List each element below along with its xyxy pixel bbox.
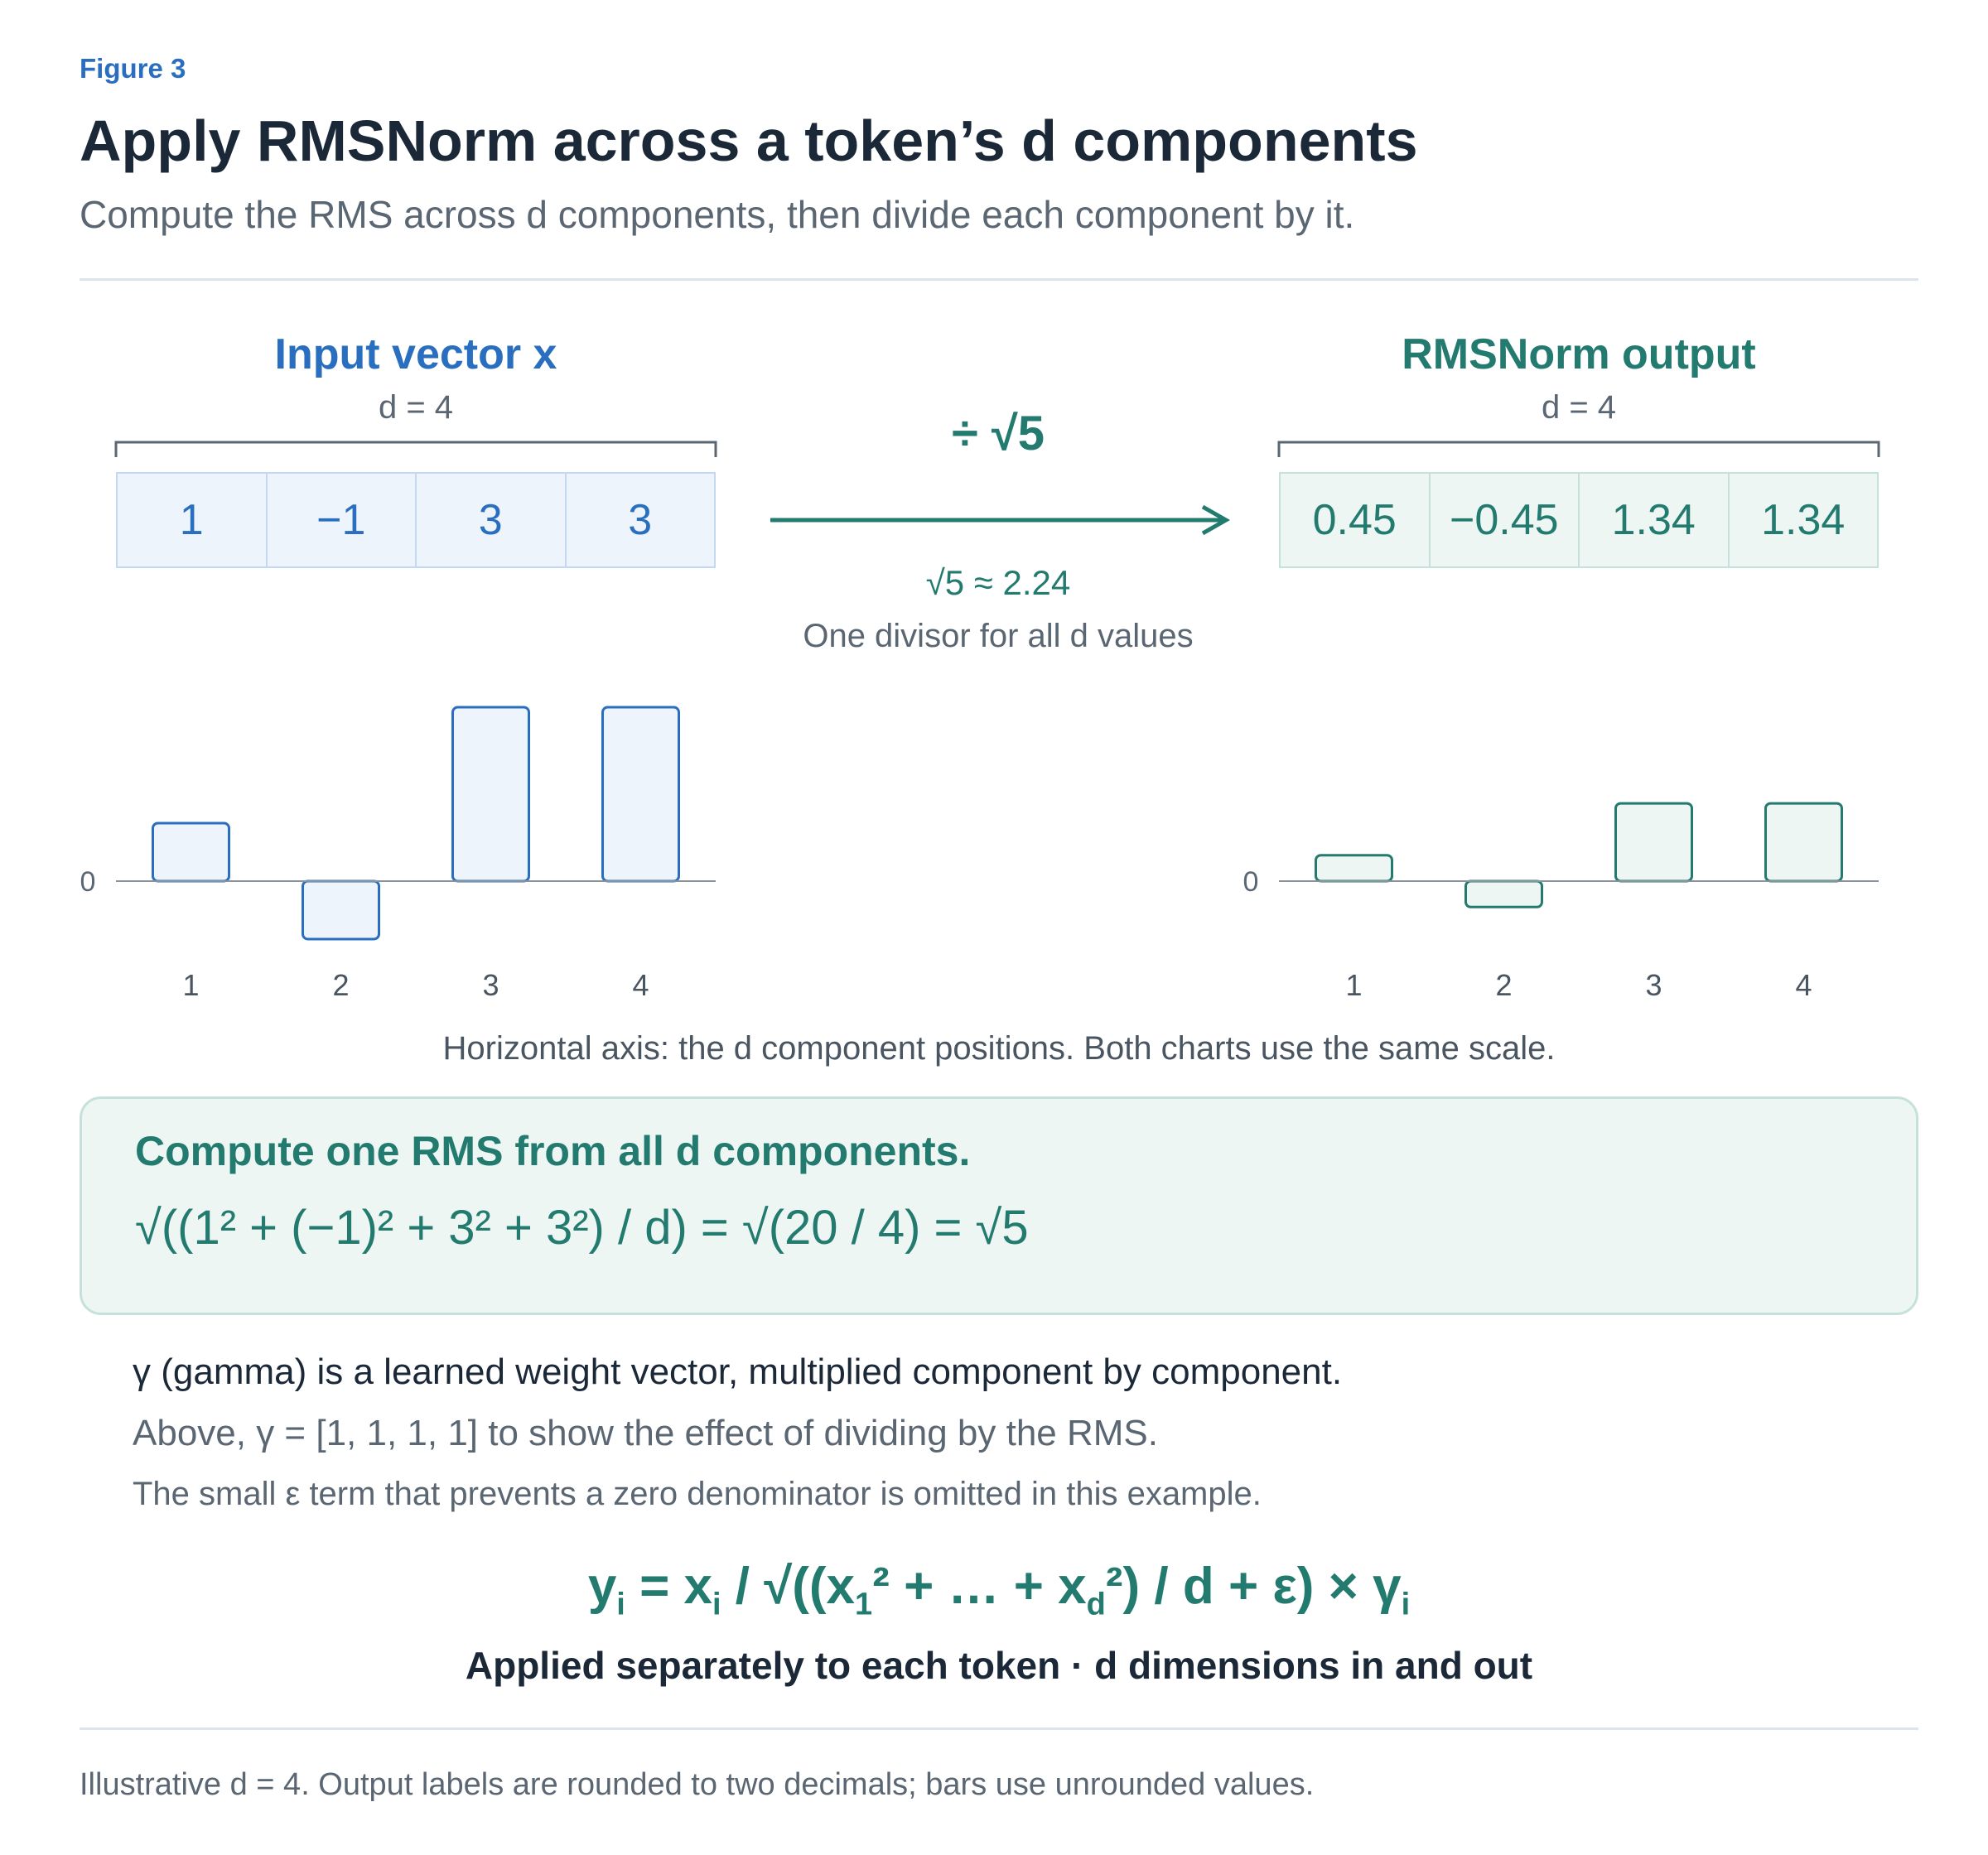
input-bracket [116,442,716,457]
output-bar [1466,881,1542,907]
output-cell: 0.45 [1281,474,1431,566]
applied-note: Applied separately to each token · d dimensions in and out [465,1644,1533,1687]
output-cell: 1.34 [1761,496,1846,544]
output-bar [1316,855,1392,881]
epsilon-note: The small ε term that prevents a zero denominator is omitted in this example. [133,1476,1262,1512]
input-cell: 1 [118,474,268,566]
formula-part: y [587,1558,617,1615]
formula-part: + … + x [889,1558,1087,1615]
formula-sub: 1 [855,1587,873,1622]
input-zero-label: 0 [80,866,96,898]
rms-heading: Compute one RMS from all d components. [135,1128,971,1174]
input-tick-label: 1 [182,968,200,1002]
page-title: Apply RMSNorm across a token’s d components [80,108,1418,173]
output-dim-label: d = 4 [1541,389,1617,426]
input-bar [603,707,679,881]
output-vector [1279,472,1879,568]
divisor-approx: √5 ≈ 2.24 [925,563,1071,602]
rmsnorm-formula [80,1557,1918,1622]
formula-part: = x [625,1558,712,1615]
input-cell: 3 [417,474,567,566]
rms-computation-box [80,1096,1918,1315]
divisor-label: ÷ √5 [951,407,1045,460]
page-subtitle: Compute the RMS across d components, then divide each component by it. [80,193,1355,236]
formula-sub: d [1086,1587,1106,1622]
footnote: Illustrative d = 4. Output labels are rounded to two decimals; bars use unrounded values. [80,1767,1315,1802]
gamma-note: γ (gamma) is a learned weight vector, multiplied component by component. [133,1352,1343,1392]
input-bar [303,881,379,939]
divisor-note: One divisor for all d values [803,618,1194,654]
output-bar [1616,803,1692,881]
formula-part: ² [1105,1558,1123,1615]
divider-bottom [80,1727,1918,1730]
input-dim-label: d = 4 [378,389,454,426]
output-panel-title: RMSNorm output [1402,330,1756,378]
gamma-example: Above, γ = [1, 1, 1, 1] to show the effect of dividing by the RMS. [133,1413,1158,1453]
input-bar [153,823,229,881]
output-tick-label: 4 [1795,968,1812,1002]
formula-part: ² [872,1558,890,1615]
input-bar-chart [66,687,746,1019]
output-zero-label: 0 [1242,866,1259,898]
output-tick-label: 3 [1645,968,1662,1002]
output-tick-label: 2 [1495,968,1513,1002]
formula-part: / √((x [721,1558,856,1615]
output-tick-label: 1 [1345,968,1363,1002]
rms-equation: √((1² + (−1)² + 3² + 3²) / d) = √(20 / 4) = √5 [135,1201,1029,1255]
formula-sub: i [1401,1587,1411,1622]
output-cell: 1.34 [1580,474,1730,566]
input-tick-label: 2 [332,968,350,1002]
input-tick-label: 4 [632,968,649,1002]
output-cell: −0.45 [1431,474,1580,566]
output-bar-chart [1229,687,1908,1019]
formula-part: ) / d + ε) × γ [1122,1558,1402,1615]
input-bar [453,707,529,881]
input-tick-label: 3 [482,968,499,1002]
input-cell: −1 [268,474,417,566]
formula-sub: i [712,1587,721,1622]
input-panel-title: Input vector x [274,330,557,378]
input-cell: 3 [628,496,653,544]
output-bracket [1279,442,1879,457]
figure-label: Figure 3 [80,53,186,84]
input-vector [116,472,716,568]
axis-note: Horizontal axis: the d component positions. Both charts use the same scale. [442,1030,1556,1067]
formula-sub: i [616,1587,625,1622]
output-bar [1766,803,1842,881]
